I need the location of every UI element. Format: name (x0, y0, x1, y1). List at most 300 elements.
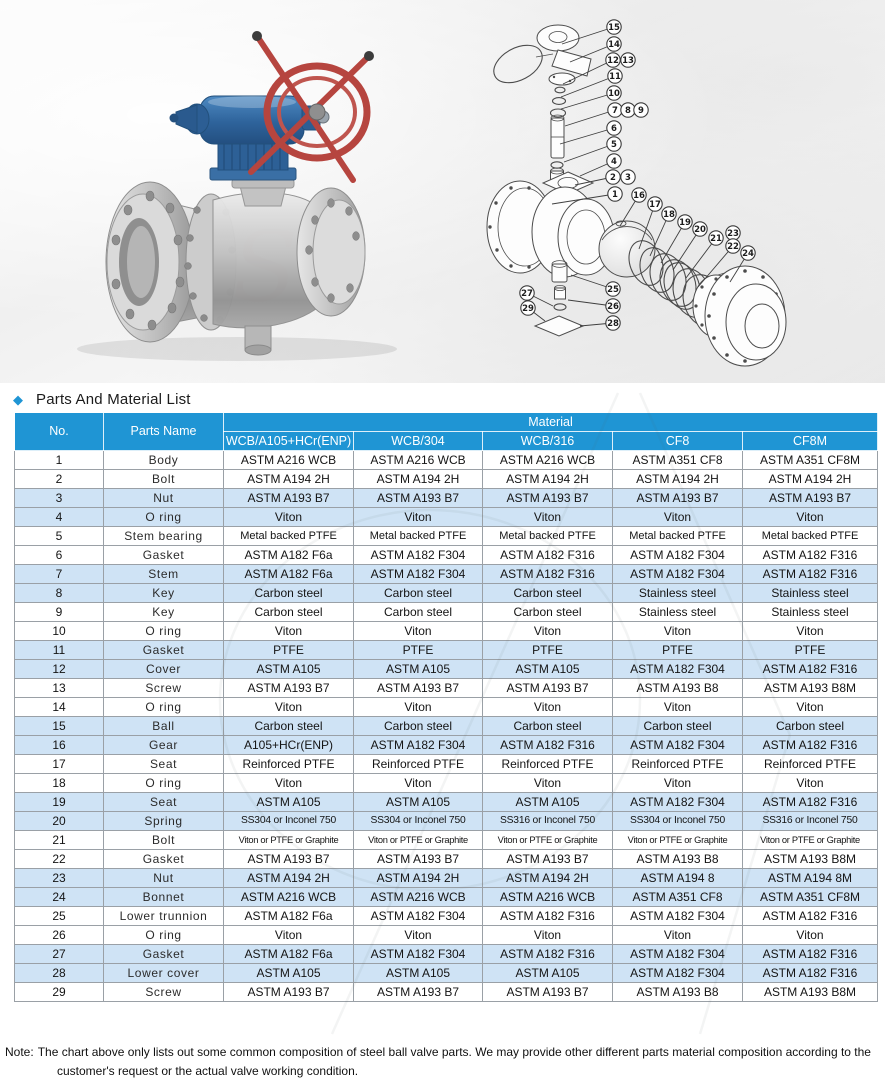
cell-material: Viton (613, 926, 743, 945)
cell-material: ASTM A182 F304 (613, 907, 743, 926)
cell-part-number: 13 (15, 679, 104, 698)
cell-material: ASTM A193 B8 (613, 983, 743, 1002)
callout-1 (608, 187, 622, 201)
table-row (15, 755, 878, 774)
cell-part-name: Ball (104, 717, 224, 736)
cell-material: ASTM A216 WCB (354, 451, 483, 470)
cell-part-name: Gasket (104, 641, 224, 660)
table-row (15, 907, 878, 926)
cell-material: Carbon steel (224, 603, 354, 622)
cell-part-name: O ring (104, 774, 224, 793)
callout-17 (648, 197, 662, 211)
cell-part-number: 8 (15, 584, 104, 603)
cell-material: ASTM A194 2H (743, 470, 878, 489)
svg-text:15: 15 (608, 23, 620, 33)
table-row (15, 964, 878, 983)
table-row (15, 660, 878, 679)
cell-material: Viton (743, 508, 878, 527)
cell-material: ASTM A193 B8M (743, 983, 878, 1002)
cell-material: ASTM A105 (354, 793, 483, 812)
cell-material: PTFE (483, 641, 613, 660)
footnote-line2: customer's request or the actual valve working condition. (57, 1063, 359, 1078)
cell-material: ASTM A193 B7 (354, 983, 483, 1002)
cell-material: ASTM A216 WCB (224, 888, 354, 907)
cell-material: Viton or PTFE or Graphite (354, 831, 483, 850)
callout-15 (607, 20, 621, 34)
cell-material: Metal backed PTFE (743, 527, 878, 546)
cell-material: ASTM A193 B7 (613, 489, 743, 508)
cell-material: ASTM A182 F6a (224, 565, 354, 584)
cell-material: SS316 or Inconel 750 (743, 812, 878, 831)
cell-material: Viton or PTFE or Graphite (613, 831, 743, 850)
cell-material: ASTM A182 F316 (743, 565, 878, 584)
svg-text:4: 4 (611, 157, 617, 167)
cell-part-name: Stem bearing (104, 527, 224, 546)
stem-stack-drawing (551, 87, 566, 183)
cell-material: PTFE (224, 641, 354, 660)
callout-4 (607, 154, 621, 168)
cell-material: Viton (613, 508, 743, 527)
table-row (15, 698, 878, 717)
svg-text:25: 25 (607, 285, 619, 295)
cell-part-name: Cover (104, 660, 224, 679)
cell-material: Viton (483, 774, 613, 793)
cell-material: ASTM A182 F316 (483, 736, 613, 755)
svg-text:23: 23 (727, 229, 739, 239)
svg-text:19: 19 (679, 218, 691, 228)
callout-20 (693, 222, 707, 236)
cell-material: ASTM A194 2H (483, 869, 613, 888)
cell-part-number: 7 (15, 565, 104, 584)
bonnet-flange-drawing (693, 266, 786, 366)
table-row (15, 983, 878, 1002)
cell-material: Viton (224, 622, 354, 641)
table-body (15, 451, 878, 1002)
cell-part-name: Nut (104, 869, 224, 888)
cell-material: Metal backed PTFE (613, 527, 743, 546)
callout-27 (520, 286, 534, 300)
material-column-header: CF8 (613, 432, 743, 451)
cell-material: SS316 or Inconel 750 (483, 812, 613, 831)
cell-part-number: 24 (15, 888, 104, 907)
cell-material: ASTM A182 F304 (354, 565, 483, 584)
cell-material: ASTM A105 (483, 793, 613, 812)
cell-material: SS304 or Inconel 750 (354, 812, 483, 831)
callout-11 (608, 69, 622, 83)
cell-material: ASTM A216 WCB (483, 888, 613, 907)
cell-material: ASTM A193 B8 (613, 679, 743, 698)
svg-text:13: 13 (622, 56, 634, 66)
diamond-bullet-icon: ◆ (13, 391, 23, 407)
callout-3 (621, 170, 635, 184)
cell-material: ASTM A105 (483, 660, 613, 679)
cell-material: Viton (354, 508, 483, 527)
cell-material: Stainless steel (613, 584, 743, 603)
table-row (15, 603, 878, 622)
cell-material: ASTM A182 F304 (354, 945, 483, 964)
svg-text:6: 6 (611, 124, 617, 134)
svg-text:12: 12 (607, 56, 619, 66)
cell-material: Carbon steel (743, 717, 878, 736)
cell-material: ASTM A193 B7 (354, 679, 483, 698)
cell-material: Carbon steel (613, 717, 743, 736)
table-row (15, 622, 878, 641)
section-header (13, 389, 191, 409)
cell-material: ASTM A182 F304 (613, 964, 743, 983)
ball-drawing (599, 221, 655, 277)
cell-part-name: Gasket (104, 546, 224, 565)
cell-part-number: 6 (15, 546, 104, 565)
cell-material: ASTM A182 F316 (483, 945, 613, 964)
cell-part-number: 12 (15, 660, 104, 679)
cell-part-number: 4 (15, 508, 104, 527)
callout-24 (741, 246, 755, 260)
cell-material: ASTM A182 F6a (224, 945, 354, 964)
cell-material: ASTM A182 F304 (354, 907, 483, 926)
section-title: Parts And Material List (36, 390, 191, 408)
callout-14 (607, 37, 621, 51)
cell-part-name: Screw (104, 679, 224, 698)
cell-material: ASTM A182 F304 (613, 945, 743, 964)
cell-material: SS304 or Inconel 750 (613, 812, 743, 831)
cell-part-number: 15 (15, 717, 104, 736)
cell-material: ASTM A194 2H (224, 470, 354, 489)
cell-material: ASTM A193 B7 (224, 850, 354, 869)
cell-material: Viton or PTFE or Graphite (743, 831, 878, 850)
handwheel (251, 31, 374, 180)
cell-material: Viton (743, 698, 878, 717)
cell-material: Viton (613, 774, 743, 793)
cell-part-number: 25 (15, 907, 104, 926)
cell-part-number: 10 (15, 622, 104, 641)
callout-25 (606, 282, 620, 296)
table-row (15, 641, 878, 660)
cell-material: PTFE (354, 641, 483, 660)
cell-material: Carbon steel (483, 584, 613, 603)
svg-text:21: 21 (710, 234, 722, 244)
callout-23 (726, 226, 740, 240)
table-row (15, 489, 878, 508)
cell-material: Carbon steel (354, 603, 483, 622)
callout-6 (607, 121, 621, 135)
footnote (5, 1043, 879, 1080)
cell-material: PTFE (613, 641, 743, 660)
cell-material: ASTM A193 B7 (354, 850, 483, 869)
cell-material: A105+HCr(ENP) (224, 736, 354, 755)
cell-material: ASTM A193 B8 (613, 850, 743, 869)
cell-part-name: Bolt (104, 831, 224, 850)
table-row (15, 945, 878, 964)
svg-text:10: 10 (608, 89, 620, 99)
cell-material: Viton (483, 926, 613, 945)
cell-material: ASTM A351 CF8 (613, 888, 743, 907)
cell-material: ASTM A193 B7 (224, 983, 354, 1002)
callout-2 (606, 170, 620, 184)
cell-part-name: Nut (104, 489, 224, 508)
column-header-no: No. (15, 413, 104, 451)
svg-text:9: 9 (638, 106, 644, 116)
cell-material: ASTM A194 8M (743, 869, 878, 888)
cell-material: Viton (224, 926, 354, 945)
cell-part-number: 29 (15, 983, 104, 1002)
cell-part-name: Key (104, 584, 224, 603)
cell-part-name: O ring (104, 508, 224, 527)
cell-part-name: O ring (104, 926, 224, 945)
table-row (15, 584, 878, 603)
callout-9 (634, 103, 648, 117)
cell-part-name: Bonnet (104, 888, 224, 907)
cell-material: Viton (613, 622, 743, 641)
svg-text:27: 27 (521, 289, 533, 299)
cell-part-name: Gasket (104, 850, 224, 869)
cell-part-number: 16 (15, 736, 104, 755)
table-row (15, 565, 878, 584)
product-images-panel (0, 0, 885, 383)
cell-material: ASTM A105 (224, 660, 354, 679)
cell-part-number: 5 (15, 527, 104, 546)
cell-part-number: 17 (15, 755, 104, 774)
callout-16 (632, 188, 646, 202)
svg-text:8: 8 (625, 106, 631, 116)
cell-part-number: 3 (15, 489, 104, 508)
footnote-line1: The chart above only lists out some common composition of steel ball valve parts. We may provide other different parts material composition according to the (37, 1045, 871, 1059)
cell-material: Carbon steel (354, 717, 483, 736)
cell-part-number: 11 (15, 641, 104, 660)
svg-text:20: 20 (694, 225, 706, 235)
cell-material: ASTM A193 B8M (743, 679, 878, 698)
cell-material: ASTM A194 2H (224, 869, 354, 888)
cell-material: ASTM A193 B7 (354, 489, 483, 508)
cell-material: Viton (743, 774, 878, 793)
cell-part-name: Gasket (104, 945, 224, 964)
callout-12 (606, 53, 620, 67)
cell-material: ASTM A182 F316 (743, 793, 878, 812)
cell-material: ASTM A182 F304 (613, 565, 743, 584)
cell-material: ASTM A194 2H (483, 470, 613, 489)
table-row (15, 679, 878, 698)
cell-material: Reinforced PTFE (483, 755, 613, 774)
cell-material: ASTM A105 (483, 964, 613, 983)
cell-material: Metal backed PTFE (483, 527, 613, 546)
material-column-header: WCB/A105+HCr(ENP) (224, 432, 354, 451)
callout-8 (621, 103, 635, 117)
cell-material: ASTM A193 B7 (483, 983, 613, 1002)
callout-13 (621, 53, 635, 67)
cell-material: Reinforced PTFE (354, 755, 483, 774)
cell-material: Reinforced PTFE (224, 755, 354, 774)
cell-material: ASTM A182 F316 (743, 736, 878, 755)
cell-part-name: Screw (104, 983, 224, 1002)
cell-material: ASTM A193 B7 (483, 679, 613, 698)
cell-material: ASTM A182 F6a (224, 546, 354, 565)
table-row (15, 888, 878, 907)
material-column-header: WCB/316 (483, 432, 613, 451)
valve-photo-illustration (0, 0, 430, 372)
table-row (15, 508, 878, 527)
cell-material: ASTM A182 F316 (743, 546, 878, 565)
column-header-material: Material (224, 413, 878, 432)
cell-material: ASTM A194 8 (613, 869, 743, 888)
cell-material: ASTM A182 F316 (483, 907, 613, 926)
cell-part-name: Lower trunnion (104, 907, 224, 926)
cell-part-name: O ring (104, 698, 224, 717)
cell-part-number: 26 (15, 926, 104, 945)
table-header (15, 413, 878, 451)
cell-part-number: 20 (15, 812, 104, 831)
svg-text:16: 16 (633, 191, 645, 201)
cell-material: Viton (354, 698, 483, 717)
cell-material: ASTM A351 CF8M (743, 451, 878, 470)
cell-material: ASTM A194 2H (354, 470, 483, 489)
cell-material: ASTM A216 WCB (224, 451, 354, 470)
cell-material: ASTM A182 F304 (354, 736, 483, 755)
svg-text:3: 3 (625, 173, 631, 183)
cell-material: ASTM A182 F6a (224, 907, 354, 926)
table-row (15, 850, 878, 869)
cell-material: ASTM A182 F316 (483, 565, 613, 584)
cell-material: Stainless steel (613, 603, 743, 622)
svg-text:14: 14 (608, 40, 620, 50)
callout-28 (606, 316, 620, 330)
cell-material: ASTM A182 F304 (613, 793, 743, 812)
svg-text:17: 17 (649, 200, 661, 210)
cell-material: Viton or PTFE or Graphite (483, 831, 613, 850)
exploded-parts-diagram (440, 4, 885, 376)
table-row (15, 527, 878, 546)
cell-material: Viton (224, 698, 354, 717)
svg-text:5: 5 (611, 140, 617, 150)
cell-material: ASTM A182 F316 (743, 964, 878, 983)
table-row (15, 736, 878, 755)
cell-material: Carbon steel (483, 603, 613, 622)
svg-text:24: 24 (742, 249, 754, 259)
cell-material: ASTM A105 (354, 660, 483, 679)
valve-shadow (77, 337, 397, 361)
cell-material: ASTM A193 B7 (743, 489, 878, 508)
cell-material: ASTM A351 CF8 (613, 451, 743, 470)
cell-material: ASTM A193 B7 (483, 850, 613, 869)
callout-10 (607, 86, 621, 100)
svg-text:1: 1 (612, 190, 618, 200)
cell-material: ASTM A105 (224, 793, 354, 812)
cell-part-number: 19 (15, 793, 104, 812)
cell-material: ASTM A182 F304 (354, 546, 483, 565)
cell-material: Carbon steel (224, 584, 354, 603)
callout-19 (678, 215, 692, 229)
svg-text:18: 18 (663, 210, 675, 220)
table-row (15, 793, 878, 812)
cell-material: ASTM A182 F304 (613, 736, 743, 755)
svg-text:11: 11 (609, 72, 621, 82)
cell-material: Carbon steel (483, 717, 613, 736)
svg-text:22: 22 (727, 242, 739, 252)
cell-part-number: 21 (15, 831, 104, 850)
callout-22 (726, 239, 740, 253)
svg-text:7: 7 (612, 106, 618, 116)
cell-part-name: Body (104, 451, 224, 470)
material-column-header: CF8M (743, 432, 878, 451)
cell-part-number: 18 (15, 774, 104, 793)
cell-material: Viton (743, 926, 878, 945)
callout-26 (606, 299, 620, 313)
cell-material: Metal backed PTFE (224, 527, 354, 546)
cell-part-name: Seat (104, 755, 224, 774)
cell-part-name: Key (104, 603, 224, 622)
callout-18 (662, 207, 676, 221)
cell-material: Viton (224, 774, 354, 793)
cell-part-number: 22 (15, 850, 104, 869)
cell-part-name: Bolt (104, 470, 224, 489)
callout-7 (608, 103, 622, 117)
cell-material: ASTM A182 F304 (613, 546, 743, 565)
cell-material: ASTM A193 B7 (224, 489, 354, 508)
cell-material: ASTM A193 B8M (743, 850, 878, 869)
table-row (15, 774, 878, 793)
cell-part-name: Lower cover (104, 964, 224, 983)
cell-material: ASTM A194 2H (354, 869, 483, 888)
cell-material: Metal backed PTFE (354, 527, 483, 546)
cell-part-name: Seat (104, 793, 224, 812)
callout-5 (607, 137, 621, 151)
callout-21 (709, 231, 723, 245)
column-header-parts-name: Parts Name (104, 413, 224, 451)
table-row (15, 451, 878, 470)
cell-part-number: 28 (15, 964, 104, 983)
cell-material: ASTM A193 B7 (483, 489, 613, 508)
body-drawing (487, 172, 614, 277)
cell-material: Carbon steel (224, 717, 354, 736)
cell-material: Viton (613, 698, 743, 717)
cell-material: ASTM A193 B7 (224, 679, 354, 698)
cell-material: PTFE (743, 641, 878, 660)
cell-material: Viton (354, 926, 483, 945)
callout-29 (521, 301, 535, 315)
cell-material: Viton (483, 508, 613, 527)
cell-part-number: 14 (15, 698, 104, 717)
table-row (15, 717, 878, 736)
cell-part-name: Spring (104, 812, 224, 831)
gear-operator-drawing (488, 25, 591, 90)
cell-material: Stainless steel (743, 584, 878, 603)
cell-material: ASTM A216 WCB (354, 888, 483, 907)
table-row (15, 546, 878, 565)
cell-material: Reinforced PTFE (743, 755, 878, 774)
cell-material: ASTM A351 CF8M (743, 888, 878, 907)
cell-material: ASTM A182 F316 (743, 907, 878, 926)
table-row (15, 926, 878, 945)
cell-material: ASTM A216 WCB (483, 451, 613, 470)
svg-text:26: 26 (607, 302, 619, 312)
table-row (15, 812, 878, 831)
cell-material: Viton or PTFE or Graphite (224, 831, 354, 850)
table-row (15, 869, 878, 888)
svg-text:2: 2 (610, 173, 616, 183)
table-row (15, 470, 878, 489)
cell-part-name: Stem (104, 565, 224, 584)
cell-material: Viton (483, 698, 613, 717)
material-column-header: WCB/304 (354, 432, 483, 451)
cell-part-number: 9 (15, 603, 104, 622)
cell-material: SS304 or Inconel 750 (224, 812, 354, 831)
table-row (15, 831, 878, 850)
svg-text:28: 28 (607, 319, 619, 329)
cell-material: Stainless steel (743, 603, 878, 622)
cell-material: Viton (354, 774, 483, 793)
cell-material: ASTM A182 F316 (743, 945, 878, 964)
valve-body (106, 179, 365, 355)
cell-part-number: 23 (15, 869, 104, 888)
cell-material: Viton (743, 622, 878, 641)
